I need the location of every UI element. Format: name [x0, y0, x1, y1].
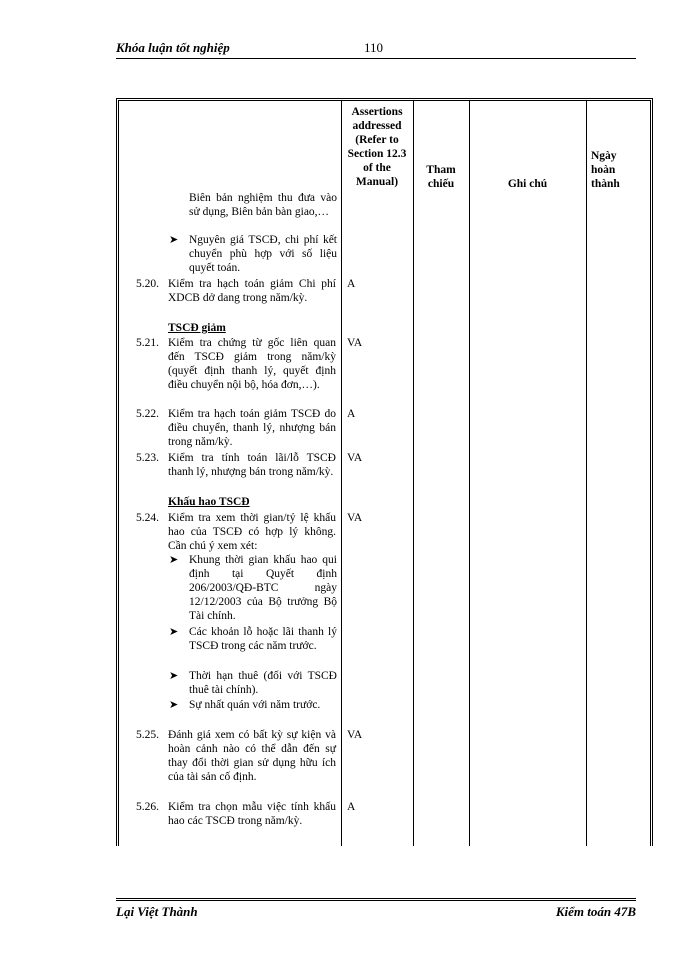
item-assertion: A [347, 801, 356, 813]
item-description: Kiểm tra hạch toán giảm Chi phí XDCB dở dang trong năm/kỳ. [168, 278, 336, 304]
header-ghi-chu: Ghi chú [507, 178, 548, 190]
header-rule [116, 58, 636, 59]
item-number: 5.24. [136, 512, 159, 524]
footer-class: Kiểm toán 47B [555, 904, 636, 919]
sub-bullet: Các khoản lỗ hoặc lãi thanh lý TSCĐ trong các năm trước. [189, 626, 337, 652]
item-assertion: A [347, 278, 356, 290]
column-divider [341, 101, 342, 846]
header-ngay-hoan-thanh: Ngày hoàn thành [591, 150, 620, 190]
arrow-bullet-icon: ➤ [169, 234, 179, 246]
item-number: 5.25. [136, 729, 159, 741]
item-assertion: VA [347, 729, 363, 741]
item-description: Kiểm tra chọn mẫu việc tính khấu hao các TSCĐ trong năm/kỳ. [168, 801, 336, 827]
item-description: Kiểm tra xem thời gian/tỷ lệ khấu hao của TSCĐ có hợp lý không. Cần chú ý xem xét: [168, 512, 336, 552]
page-number: 110 [364, 40, 384, 55]
continuation-text: Biên bản nghiệm thu đưa vào sử dụng, Biên bản bàn giao,… [189, 192, 337, 218]
item-description: Kiểm tra hạch toán giảm TSCĐ do điều chuyển, thanh lý, nhượng bán trong năm/kỳ. [168, 408, 336, 448]
item-number: 5.20. [136, 278, 159, 290]
item-number: 5.23. [136, 452, 159, 464]
header-title: Khóa luận tốt nghiệp [116, 40, 230, 55]
footer-author: Lại Việt Thành [116, 904, 198, 919]
footer-rule [116, 898, 636, 901]
sub-bullet: Thời hạn thuê (đối với TSCĐ thuê tài chính). [189, 670, 337, 696]
column-divider [586, 101, 587, 846]
item-assertion: VA [347, 452, 363, 464]
item-assertion: VA [347, 512, 363, 524]
item-number: 5.22. [136, 408, 159, 420]
item-number: 5.26. [136, 801, 159, 813]
item-description: Kiểm tra tính toán lãi/lỗ TSCĐ thanh lý, nhượng bán trong năm/kỳ. [168, 452, 336, 478]
header-tham-chieu: Tham chiếu [426, 164, 456, 190]
item-number: 5.21. [136, 337, 159, 349]
audit-program-table [116, 98, 653, 846]
section-heading: TSCĐ giảm [168, 322, 226, 334]
item-description: Đánh giá xem có bất kỳ sự kiện và hoàn cảnh nào có thể dẫn đến sự thay đổi thời gian sử dụng hữu ích của tài sản cố định. [168, 729, 336, 783]
section-heading: Khấu hao TSCĐ [168, 496, 250, 508]
arrow-bullet-icon: ➤ [169, 626, 179, 638]
arrow-bullet-icon: ➤ [169, 554, 179, 566]
continuation-bullet: Nguyên giá TSCĐ, chi phí kết chuyển phù hợp với số liệu quyết toán. [189, 234, 337, 274]
sub-bullet: Sự nhất quán với năm trước. [189, 699, 321, 711]
column-divider [413, 101, 414, 846]
page-header [116, 40, 636, 60]
item-assertion: A [347, 408, 356, 420]
header-assertions: Assertions addressed (Refer to Section 12.3 of the Manual) [347, 106, 407, 188]
sub-bullet: Khung thời gian khấu hao qui định tại Quyết định 206/2003/QĐ-BTC ngày 12/12/2003 của Bộ trưởng Bộ Tài chính. [189, 554, 337, 622]
arrow-bullet-icon: ➤ [169, 670, 179, 682]
column-divider [469, 101, 470, 846]
item-description: Kiểm tra chứng từ gốc liên quan đến TSCĐ giảm trong năm/kỳ (quyết định thanh lý, quyết định điều chuyển nội bộ, hóa đơn,…). [168, 337, 336, 391]
arrow-bullet-icon: ➤ [169, 699, 179, 711]
item-assertion: VA [347, 337, 363, 349]
